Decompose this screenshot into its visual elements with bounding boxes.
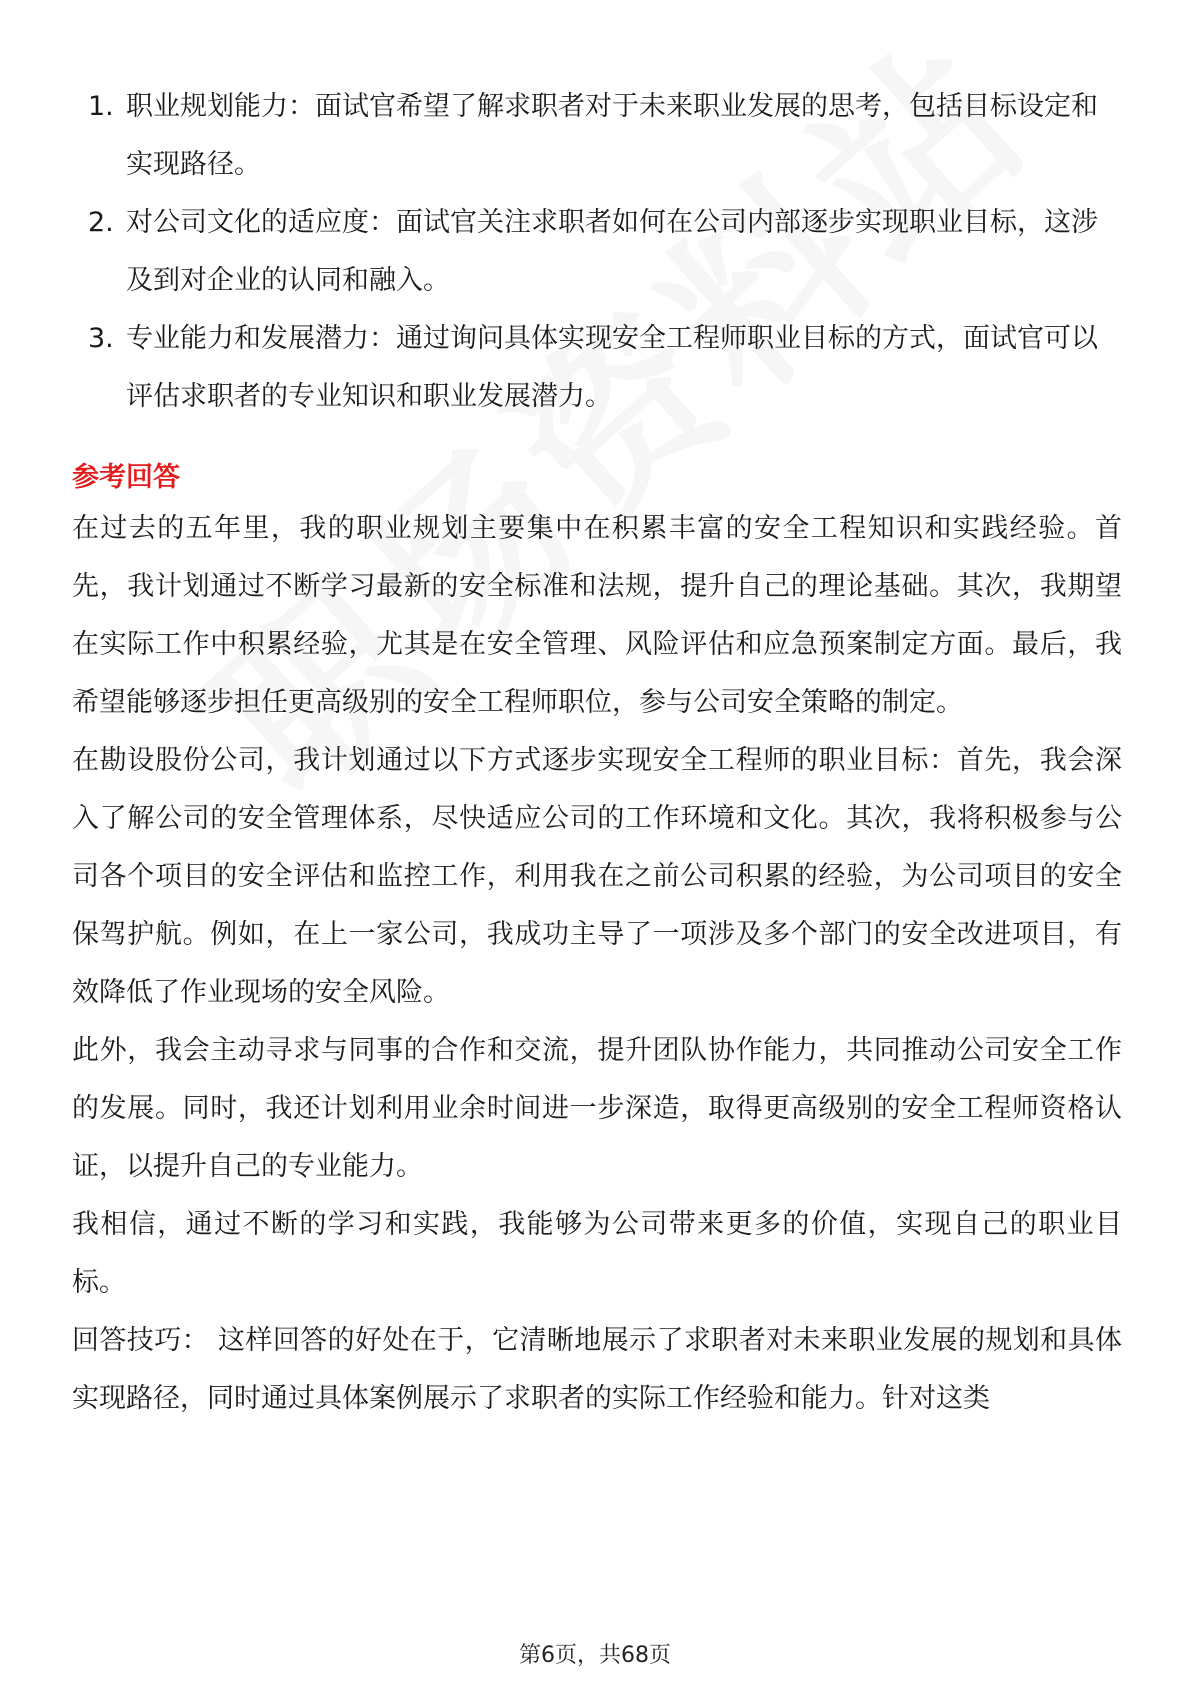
- answer-paragraph: 我相信，通过不断的学习和实践，我能够为公司带来更多的价值，实现自己的职业目标。: [72, 1209, 1122, 1298]
- list-item: [72, 78, 1122, 194]
- answer-paragraph: 此外，我会主动寻求与同事的合作和交流，提升团队协作能力，共同推动公司安全工作的发展。同时，我还计划利用业余时间进一步深造，取得更高级别的安全工程师资格认证，以提升自己的专业能力。: [72, 1035, 1122, 1182]
- list-item-number: 1.: [88, 91, 114, 122]
- section-title: 参考回答: [72, 462, 180, 493]
- list-item-text: 对公司文化的适应度：面试官关注求职者如何在公司内部逐步实现职业目标，这涉及到对企业的认同和融入。: [126, 207, 1098, 296]
- page-number: 第6页，共68页: [519, 1643, 671, 1668]
- answer-paragraph: 在过去的五年里，我的职业规划主要集中在积累丰富的安全工程知识和实践经验。首先，我计划通过不断学习最新的安全标准和法规，提升自己的理论基础。其次，我期望在实际工作中积累经验，尤其是在安全管理、风险评估和应急预案制定方面。最后，我希望能够逐步担任更高级别的安全工程师职位，参与公司安全策略的制定。: [72, 513, 1122, 718]
- list-item: [72, 194, 1122, 310]
- list-item: [72, 310, 1122, 426]
- answer-tips-paragraph: 回答技巧： 这样回答的好处在于，它清晰地展示了求职者对未来职业发展的规划和具体实现路径，同时通过具体案例展示了求职者的实际工作经验和能力。针对这类: [72, 1325, 1122, 1414]
- list-item-number: 2.: [88, 207, 114, 238]
- answer-paragraph: 在勘设股份公司，我计划通过以下方式逐步实现安全工程师的职业目标：首先，我会深入了解公司的安全管理体系，尽快适应公司的工作环境和文化。其次，我将积极参与公司各个项目的安全评估和监控工作，利用我在之前公司积累的经验，为公司项目的安全保驾护航。例如，在上一家公司，我成功主导了一项涉及多个部门的安全改进项目，有效降低了作业现场的安全风险。: [72, 745, 1122, 1008]
- list-item-text: 职业规划能力：面试官希望了解求职者对于未来职业发展的思考，包括目标设定和实现路径。: [126, 91, 1098, 180]
- document-body: [72, 78, 1122, 1428]
- evaluation-points-list: [72, 78, 1122, 426]
- list-item-text: 专业能力和发展潜力：通过询问具体实现安全工程师职业目标的方式，面试官可以评估求职者的专业知识和职业发展潜力。: [126, 323, 1098, 412]
- list-item-number: 3.: [88, 323, 114, 354]
